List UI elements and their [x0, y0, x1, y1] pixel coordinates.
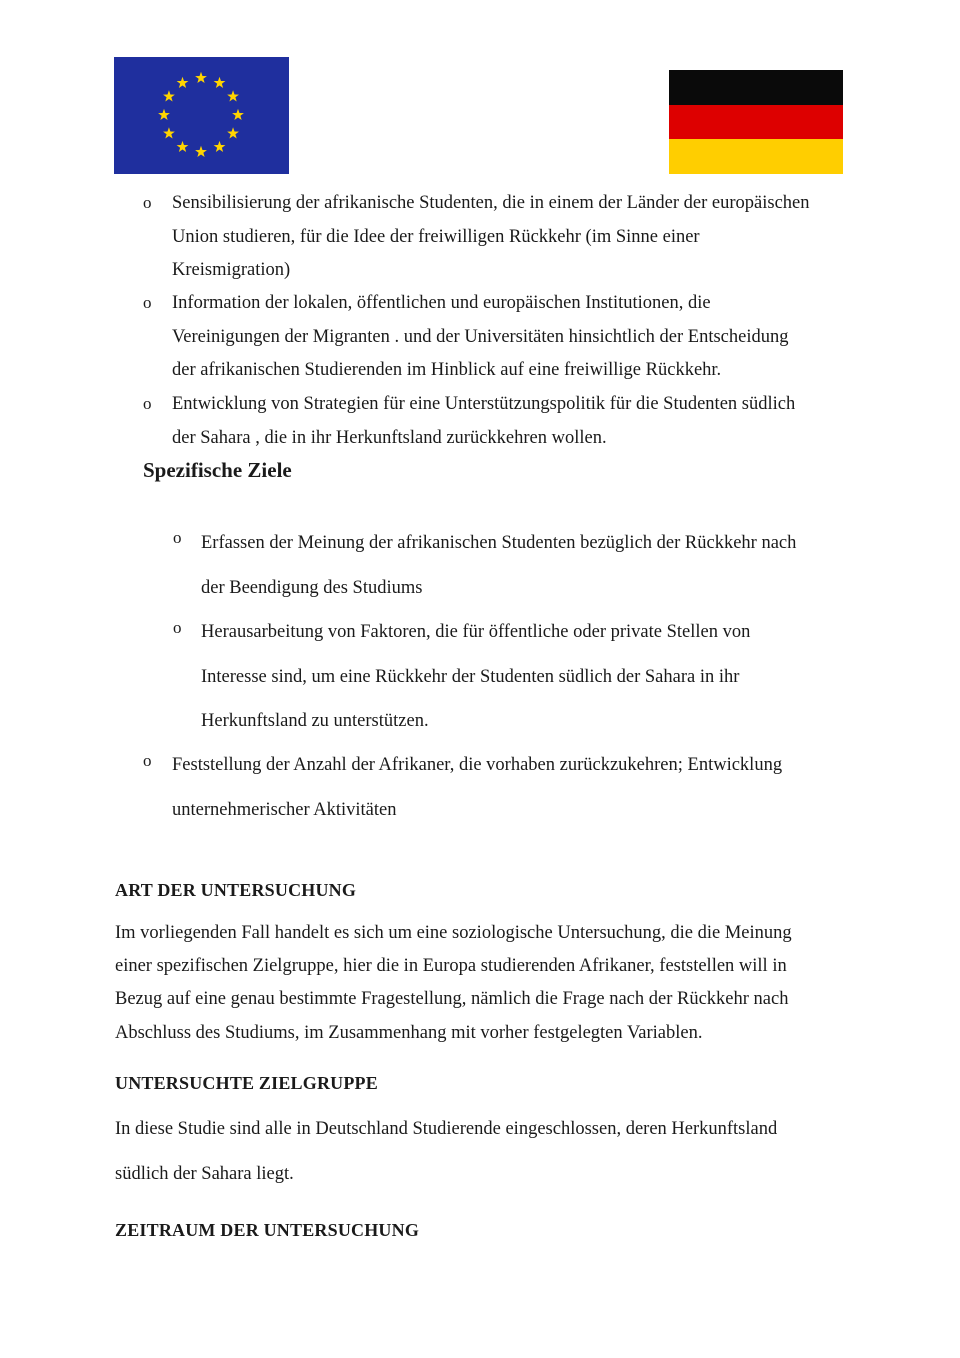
list-item-line: Information der lokalen, öffentlichen und europäischen Institutionen, die: [172, 293, 711, 313]
star-icon: [232, 109, 244, 120]
star-icon: [214, 141, 226, 152]
list-item-line: Entwicklung von Strategien für eine Unterstützungspolitik für die Studenten südlich: [172, 394, 796, 414]
section-paragraph-target-group: [115, 1107, 835, 1196]
list-item-line: Kreismigration): [172, 260, 291, 280]
star-icon: [177, 77, 189, 88]
list-item-line: unternehmerischer Aktivitäten: [172, 799, 397, 820]
list-bullet: o: [143, 394, 152, 413]
list-item: [172, 187, 852, 288]
german-flag: [669, 70, 843, 174]
list-item: [201, 610, 841, 744]
specific-goals-heading: Spezifische Ziele: [143, 458, 292, 482]
star-icon: [177, 141, 189, 152]
star-icon: [227, 90, 239, 101]
star-icon: [163, 127, 175, 138]
list-bullet: o: [143, 293, 152, 312]
section-heading-art: ART DER UNTERSUCHUNG: [115, 880, 357, 900]
paragraph-line: Im vorliegenden Fall handelt es sich um eine soziologische Untersuchung, die die Meinung: [115, 923, 792, 943]
star-icon: [214, 77, 226, 88]
list-item-line: Feststellung der Anzahl der Afrikaner, die vorhaben zurückzukehren; Entwicklung: [172, 755, 783, 775]
list-item-line: der Beendigung des Studiums: [201, 577, 423, 598]
german-flag-gold-stripe: [669, 139, 843, 174]
star-icon: [195, 146, 207, 157]
list-item-line: der afrikanischen Studierenden im Hinblick auf eine freiwillige Rückkehr.: [172, 360, 722, 380]
section-heading-period: ZEITRAUM DER UNTERSUCHUNG: [115, 1220, 420, 1240]
list-item-line: Interesse sind, um eine Rückkehr der Studenten südlich der Sahara in ihr: [201, 666, 740, 687]
list-bullet: o: [143, 193, 152, 212]
german-flag-black-stripe: [669, 70, 843, 105]
list-item: [172, 743, 852, 832]
list-bullet: o: [143, 751, 152, 770]
paragraph-line: einer spezifischen Zielgruppe, hier die in Europa studierenden Afrikaner, feststellen will in: [115, 956, 787, 977]
star-icon: [158, 109, 170, 120]
list-item-line: Herkunftsland zu unterstützen.: [201, 711, 429, 731]
eu-stars-icon: [114, 57, 289, 174]
list-item-line: Sensibilisierung der afrikanische Studenten, die in einem der Länder der europäischen: [172, 193, 810, 213]
eu-flag: [114, 57, 289, 174]
star-icon: [227, 127, 239, 138]
paragraph-line: Bezug auf eine genau bestimmte Fragestellung, nämlich die Frage nach der Rückkehr nach: [115, 989, 789, 1010]
list-item-line: der Sahara , die in ihr Herkunftsland zurückkehren wollen.: [172, 427, 607, 448]
list-item: [172, 287, 852, 388]
german-flag-red-stripe: [669, 105, 843, 140]
section-paragraph-art: [115, 917, 835, 1050]
paragraph-line: In diese Studie sind alle in Deutschland Studierende eingeschlossen, deren Herkunftsland: [115, 1119, 778, 1139]
section-heading-target-group: UNTERSUCHTE ZIELGRUPPE: [115, 1073, 378, 1093]
paragraph-line: südlich der Sahara liegt.: [115, 1163, 294, 1184]
star-icon: [195, 72, 207, 83]
list-item: [172, 388, 852, 455]
list-item: [201, 521, 841, 610]
star-icon: [163, 90, 175, 101]
list-bullet: o: [173, 618, 182, 637]
list-item-line: Vereinigungen der Migranten . und der Universitäten hinsichtlich der Entscheidung: [172, 326, 789, 347]
paragraph-line: Abschluss des Studiums, im Zusammenhang mit vorher festgelegten Variablen.: [115, 1022, 703, 1043]
list-item-line: Erfassen der Meinung der afrikanischen Studenten bezüglich der Rückkehr nach: [201, 533, 797, 553]
list-bullet: o: [173, 528, 182, 547]
list-item-line: Herausarbeitung von Faktoren, die für öffentliche oder private Stellen von: [201, 622, 751, 642]
list-item-line: Union studieren, für die Idee der freiwilligen Rückkehr (im Sinne einer: [172, 226, 700, 247]
